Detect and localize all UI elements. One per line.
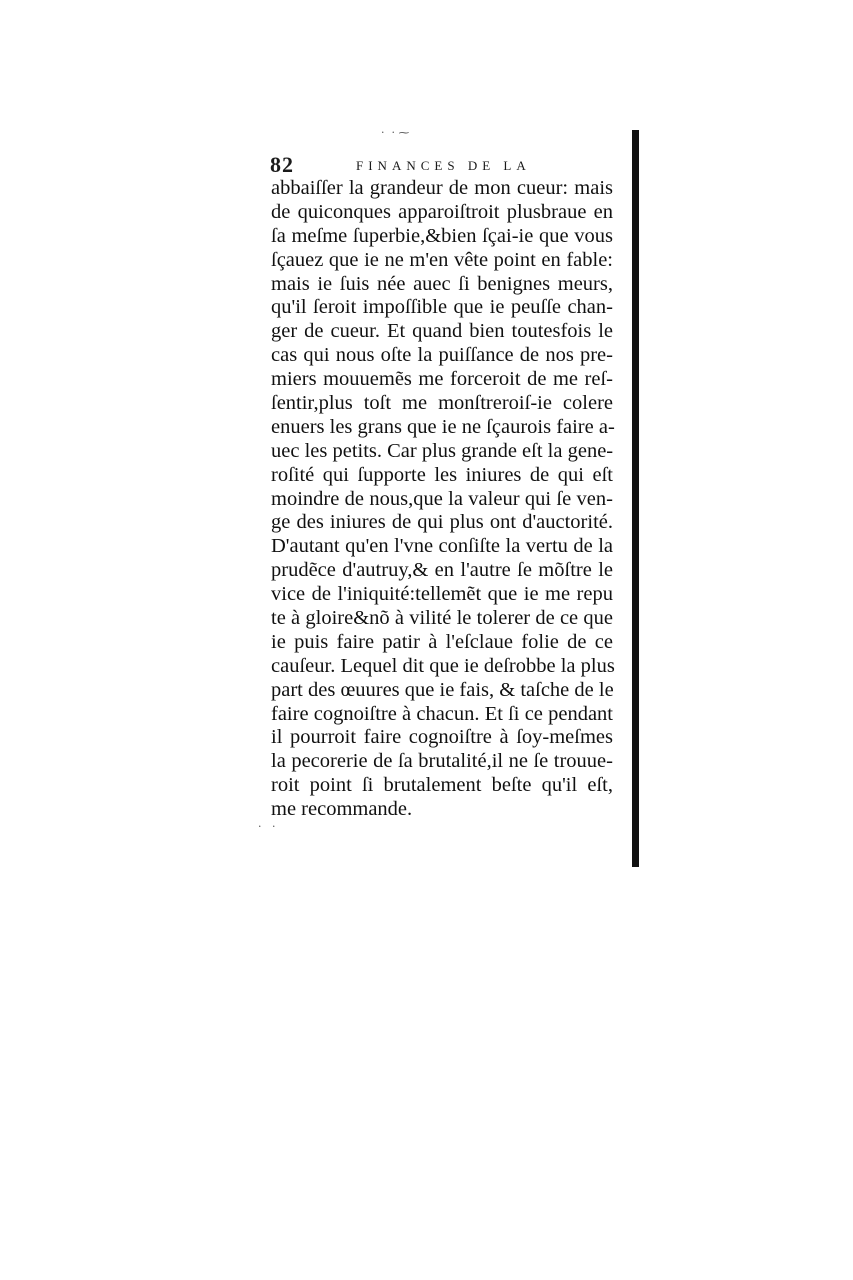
text-line: ſentir,plus toſt me monſtreroiſ-ie colere [271, 392, 613, 415]
page-number: 82 [270, 152, 294, 177]
text-line: cauſeur. Lequel dit que ie deſrobbe la plus [271, 654, 615, 677]
text-line: il pourroit faire cognoiſtre à ſoy-meſmes [271, 726, 613, 749]
text-line: roſité qui ſupporte les iniures de qui eſt [271, 463, 613, 486]
text-line: prudẽce d'autruy,& en l'autre ſe mõſtre le [271, 559, 613, 582]
text-line: ſçauez que ie ne m'en vête point en fable: [271, 248, 613, 271]
text-line: enuers les grans que ie ne ſçaurois faire a- [271, 415, 615, 438]
text-line: ſa meſme ſuperbie,&bien ſçai-ie que vous [271, 224, 613, 247]
text-line: abbaiſſer la grandeur de mon cueur: mais [271, 177, 613, 199]
text-line: la pecorerie de ſa brutalité,il ne ſe trouue- [271, 750, 613, 773]
text-line: te à gloire&nõ à vilité le tolerer de ce que [271, 607, 613, 630]
text-line: qu'il ſeroit impoſſible que ie peuſſe chan- [271, 296, 613, 319]
text-line: faire cognoiſtre à chacun. Et ſi ce pendant [271, 702, 613, 725]
text-line: ie puis faire patir à l'eſclaue folie de ce [271, 630, 613, 653]
text-line: miers mouuemẽs me forceroit de me reſ- [271, 368, 613, 391]
text-line: roit point ſi brutalement beſte qu'il eſt, [271, 774, 613, 797]
text-line: uec les petits. Car plus grande eſt la gene- [271, 439, 614, 462]
text-line: cas qui nous oſte la puiſſance de nos pre- [271, 344, 613, 367]
text-line: mais ie ſuis née auec ſi benignes meurs, [271, 272, 613, 295]
running-title: FINANCES DE LA [356, 158, 531, 173]
text-line-final: me recommande. [271, 798, 413, 821]
text-line: ge des iniures de qui plus ont d'auctorité. [271, 511, 613, 534]
page-header [270, 152, 610, 178]
text-line: D'autant qu'en l'vne conſiſte la vertu de la [271, 535, 613, 558]
print-speck: · · ⁓ [381, 126, 410, 139]
body-text [271, 177, 613, 822]
text-line: de quiconques apparoiſtroit plusbraue en [271, 200, 613, 223]
print-speck: · · [258, 820, 276, 833]
text-line: moindre de nous,que la valeur qui ſe ven- [271, 487, 613, 510]
text-line: vice de l'iniquité:tellemẽt que ie me repu [271, 583, 613, 606]
page-edge-rule [632, 130, 639, 867]
text-line: part des œuures que ie fais, & taſche de le [271, 678, 614, 701]
text-line: ger de cueur. Et quand bien toutesfois le [271, 320, 613, 343]
